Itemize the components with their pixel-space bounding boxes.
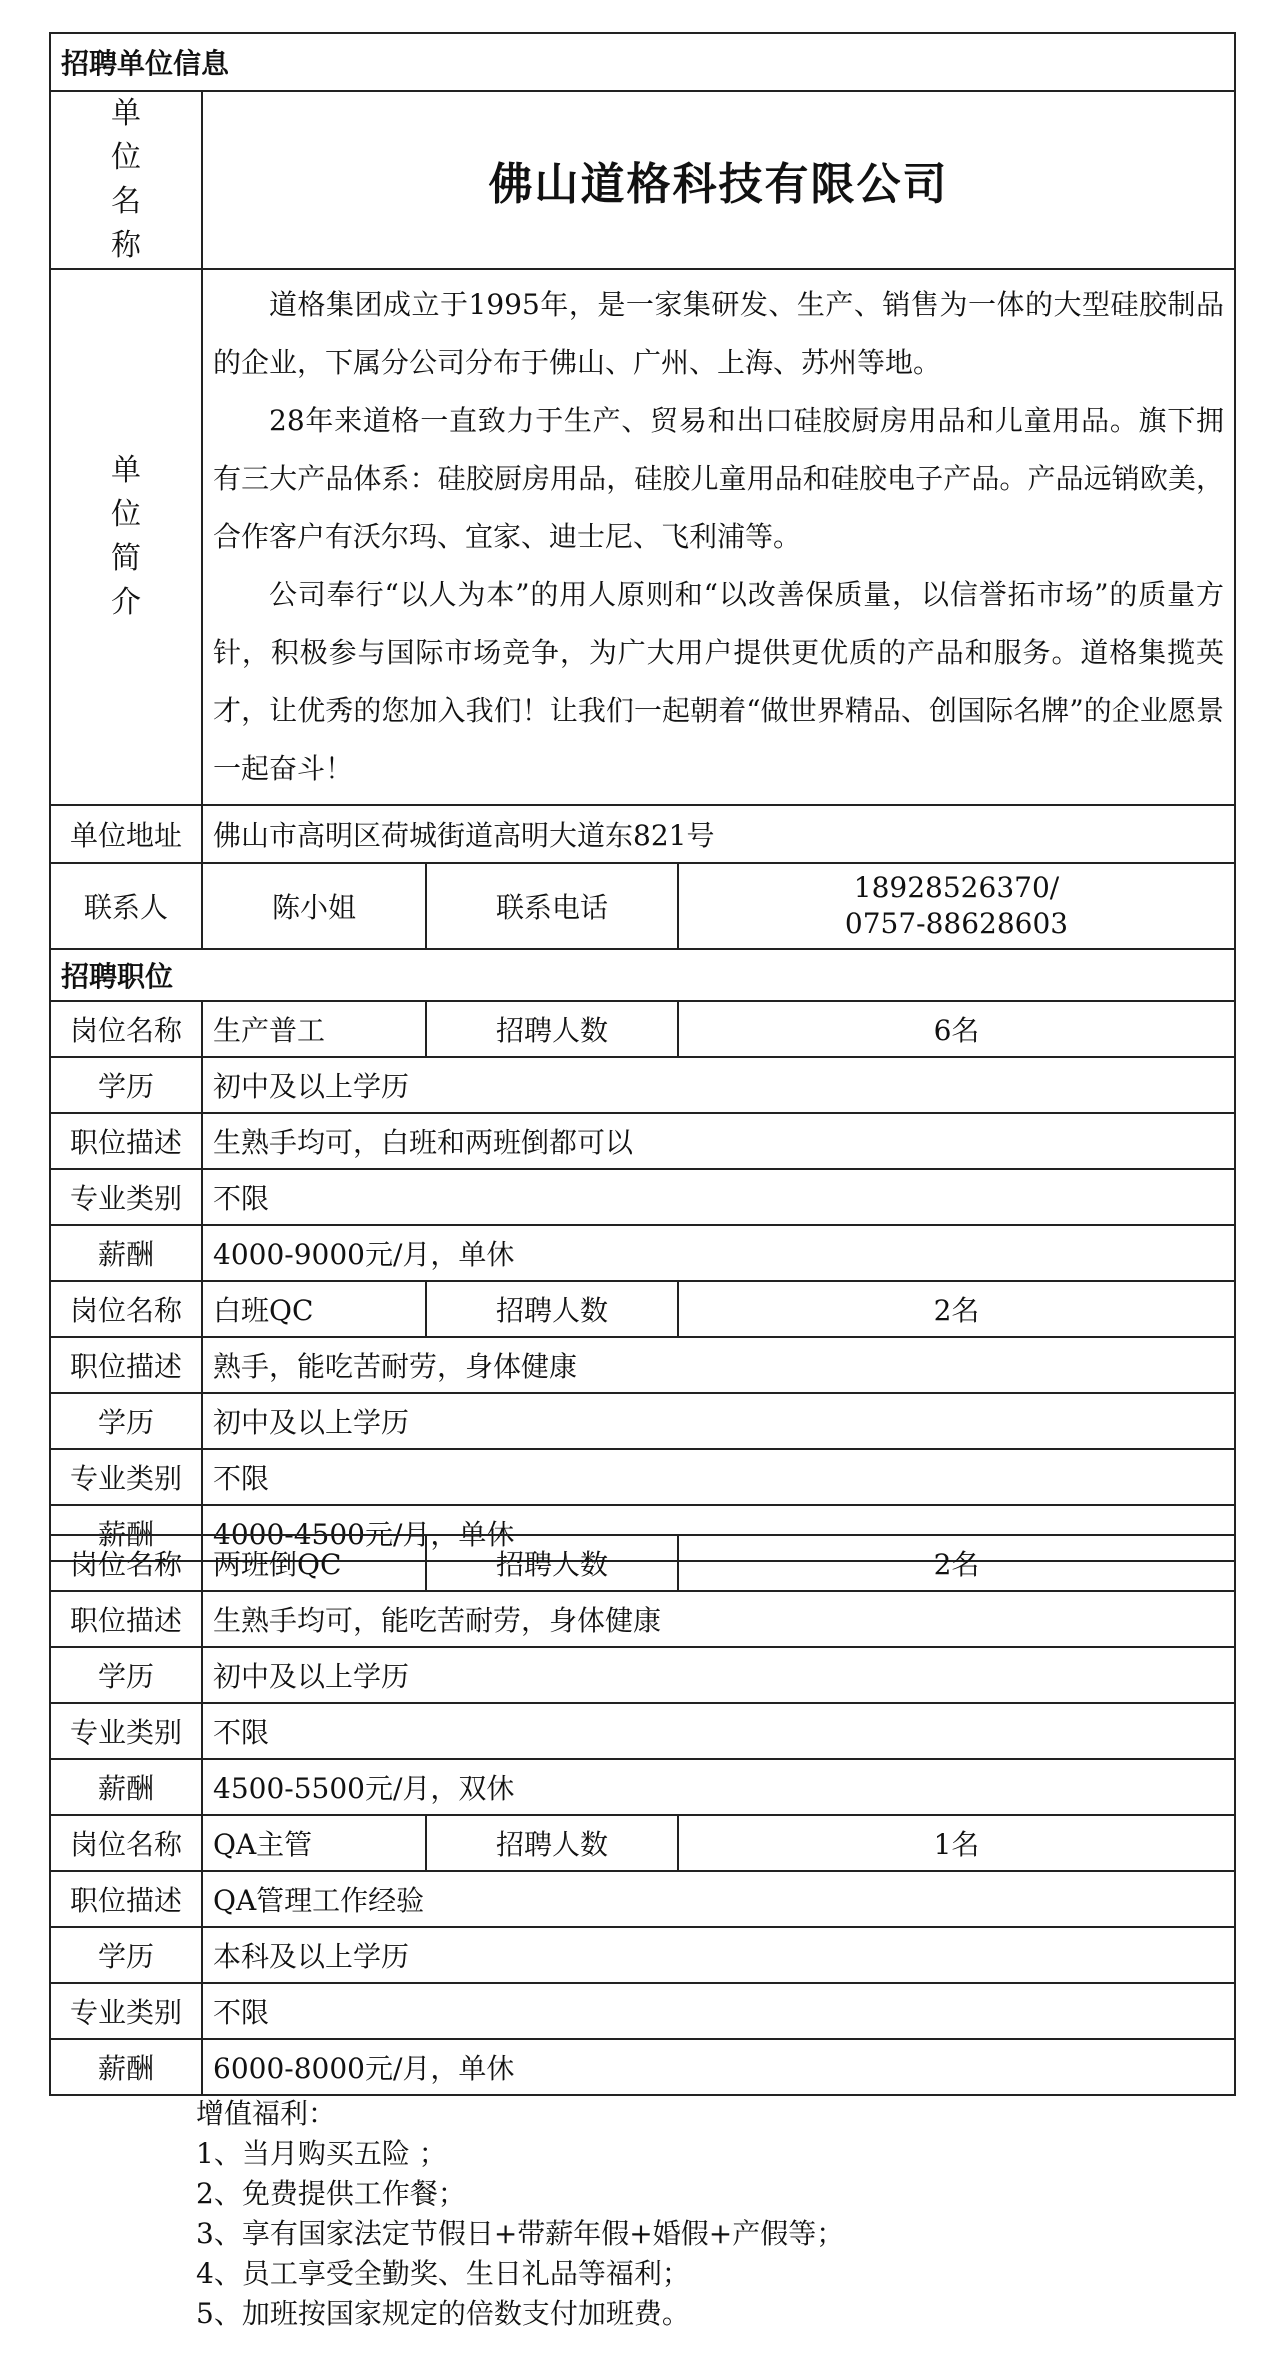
description-value: 熟手，能吃苦耐劳，身体健康: [202, 1337, 1235, 1393]
company-name-label: 单 位 名 称: [50, 91, 202, 269]
description-label: 职位描述: [50, 1871, 202, 1927]
major-label: 专业类别: [50, 1983, 202, 2039]
benefit-item: 2、免费提供工作餐；: [196, 2177, 466, 2210]
salary-label: 薪酬: [50, 1225, 202, 1281]
headcount-value: 2名: [678, 1535, 1235, 1591]
address-label: 单位地址: [50, 805, 202, 863]
salary-value: 6000-8000元/月，单休: [202, 2039, 1235, 2095]
salary-value: 4000-4500元/月，单休: [202, 1505, 1235, 1561]
education-value: 初中及以上学历: [202, 1057, 1235, 1113]
headcount-label: 招聘人数: [426, 1281, 678, 1337]
salary-label: 薪酬: [50, 2039, 202, 2095]
description-value: QA管理工作经验: [202, 1871, 1235, 1927]
education-label: 学历: [50, 1647, 202, 1703]
headcount-label: 招聘人数: [426, 1815, 678, 1871]
headcount-label: 招聘人数: [426, 1001, 678, 1057]
contact-phone: 18928526370/ 0757-88628603: [678, 863, 1235, 949]
education-value: 本科及以上学历: [202, 1927, 1235, 1983]
company-intro-label: 单 位 简 介: [50, 269, 202, 805]
position-label: 岗位名称: [50, 1535, 202, 1591]
description-label: 职位描述: [50, 1113, 202, 1169]
major-value: 不限: [202, 1703, 1235, 1759]
position-name: 生产普工: [202, 1001, 426, 1057]
section-positions: 招聘职位: [50, 949, 1235, 1001]
headcount-label: 招聘人数: [426, 1535, 678, 1591]
recruitment-table-1: [49, 32, 1236, 1562]
headcount-value: 2名: [678, 1281, 1235, 1337]
benefits-title: 增值福利：: [196, 2097, 337, 2130]
headcount-value: 6名: [678, 1001, 1235, 1057]
major-label: 专业类别: [50, 1449, 202, 1505]
description-value: 生熟手均可，能吃苦耐劳，身体健康: [202, 1591, 1235, 1647]
education-value: 初中及以上学历: [202, 1393, 1235, 1449]
salary-value: 4500-5500元/月，双休: [202, 1759, 1235, 1815]
intro-paragraph: 28年来道格一直致力于生产、贸易和出口硅胶厨房用品和儿童用品。旗下拥有三大产品体系：硅胶厨房用品，硅胶儿童用品和硅胶电子产品。产品远销欧美，合作客户有沃尔玛、宜家、迪士尼、飞利浦等。: [213, 404, 1225, 553]
major-value: 不限: [202, 1449, 1235, 1505]
position-name: 两班倒QC: [202, 1535, 426, 1591]
education-label: 学历: [50, 1393, 202, 1449]
position-label: 岗位名称: [50, 1281, 202, 1337]
salary-value: 4000-9000元/月，单休: [202, 1225, 1235, 1281]
benefit-item: 3、享有国家法定节假日+带薪年假+婚假+产假等；: [196, 2217, 845, 2250]
position-name: 白班QC: [202, 1281, 426, 1337]
company-address: 佛山市高明区荷城街道高明大道东821号: [202, 805, 1235, 863]
company-name: 佛山道格科技有限公司: [202, 91, 1235, 269]
section-company-info: 招聘单位信息: [50, 33, 1235, 91]
position-label: 岗位名称: [50, 1815, 202, 1871]
benefit-item: 1、当月购买五险 ；: [196, 2137, 447, 2170]
description-label: 职位描述: [50, 1591, 202, 1647]
recruitment-table-2: [49, 1534, 1236, 2096]
description-label: 职位描述: [50, 1337, 202, 1393]
major-label: 专业类别: [50, 1169, 202, 1225]
benefit-item: 5、加班按国家规定的倍数支付加班费。: [196, 2297, 690, 2330]
salary-label: 薪酬: [50, 1505, 202, 1561]
intro-paragraph: 公司奉行“以人为本”的用人原则和“以改善保质量，以信誉拓市场”的质量方针，积极参与国际市场竞争，为广大用户提供更优质的产品和服务。道格集揽英才，让优秀的您加入我们！让我们一起朝着“做世界精品、创国际名牌”的企业愿景一起奋斗！: [213, 578, 1225, 785]
salary-label: 薪酬: [50, 1759, 202, 1815]
contact-label: 联系人: [50, 863, 202, 949]
benefits-list: [196, 2094, 844, 2334]
contact-name: 陈小姐: [202, 863, 426, 949]
description-value: 生熟手均可，白班和两班倒都可以: [202, 1113, 1235, 1169]
major-value: 不限: [202, 1169, 1235, 1225]
position-label: 岗位名称: [50, 1001, 202, 1057]
intro-paragraph: 道格集团成立于1995年，是一家集研发、生产、销售为一体的大型硅胶制品的企业，下属分公司分布于佛山、广州、上海、苏州等地。: [213, 288, 1225, 379]
education-value: 初中及以上学历: [202, 1647, 1235, 1703]
position-name: QA主管: [202, 1815, 426, 1871]
benefit-item: 4、员工享受全勤奖、生日礼品等福利；: [196, 2257, 690, 2290]
education-label: 学历: [50, 1057, 202, 1113]
education-label: 学历: [50, 1927, 202, 1983]
company-intro: [202, 269, 1235, 805]
major-value: 不限: [202, 1983, 1235, 2039]
headcount-value: 1名: [678, 1815, 1235, 1871]
phone-label: 联系电话: [426, 863, 678, 949]
major-label: 专业类别: [50, 1703, 202, 1759]
